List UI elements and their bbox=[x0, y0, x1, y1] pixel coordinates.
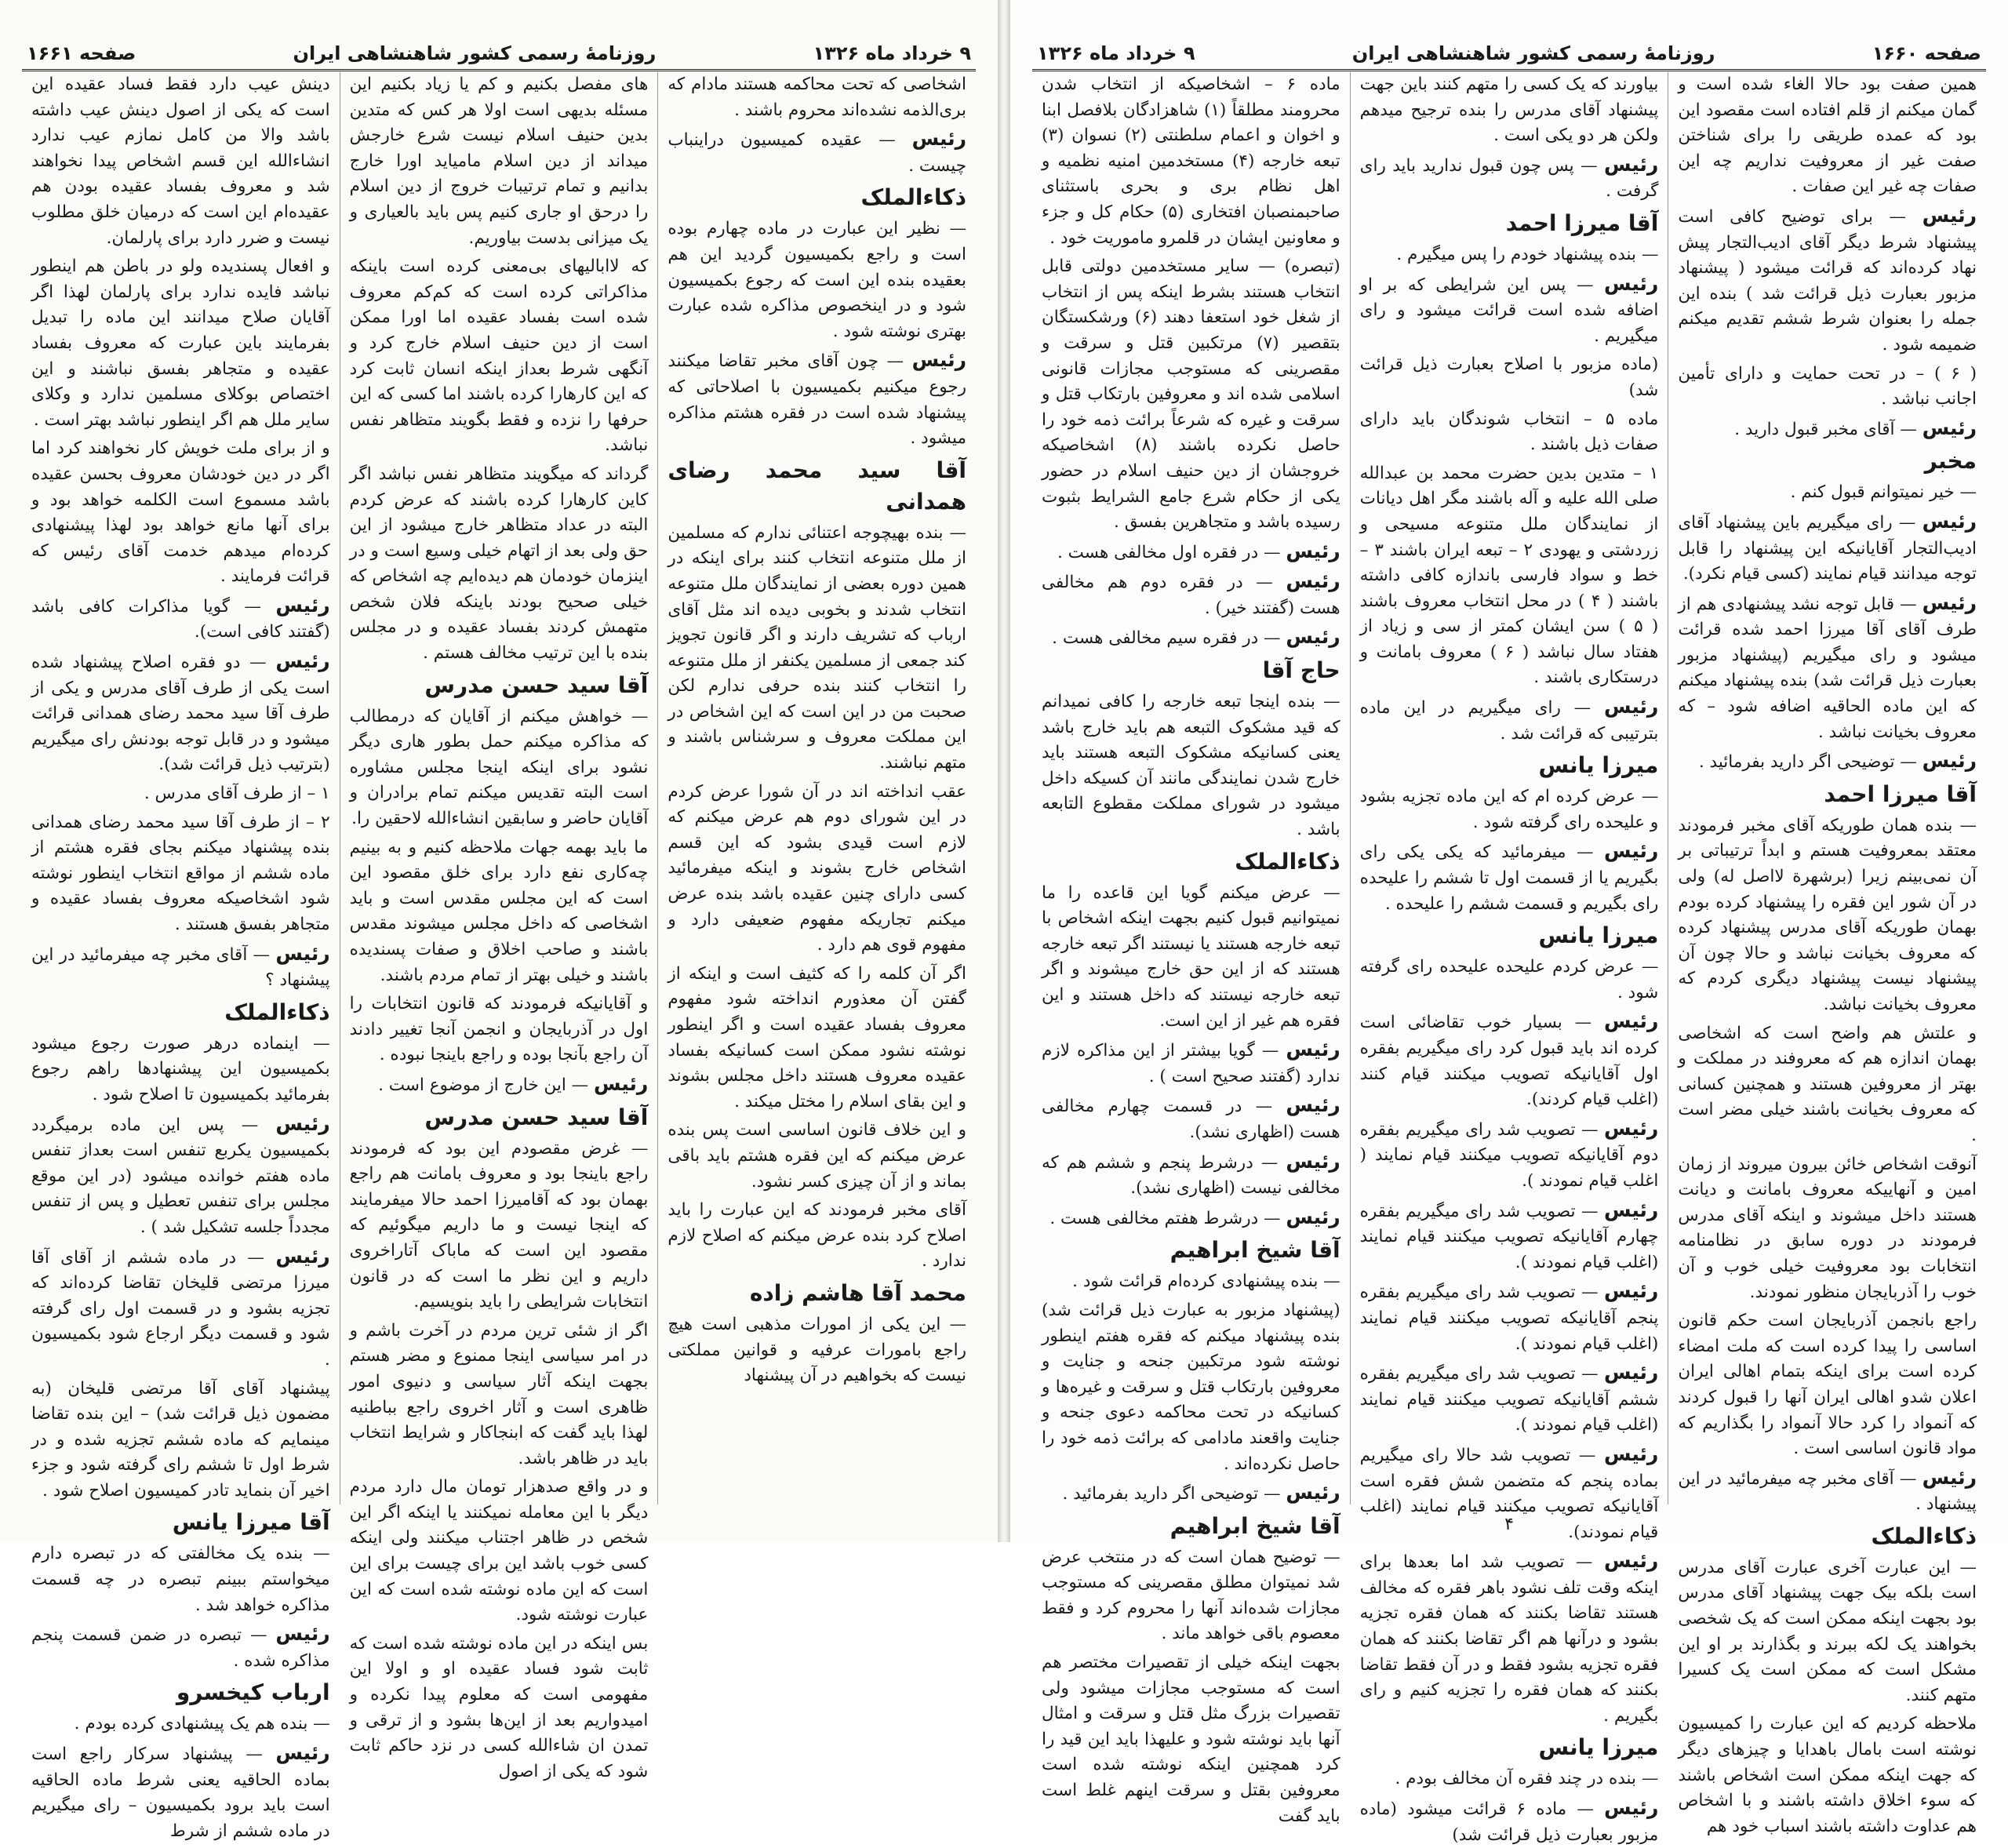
speaker-name: رئیس bbox=[911, 348, 966, 372]
speaker-paragraph bbox=[31, 1111, 330, 1241]
speaker-paragraph bbox=[668, 126, 966, 179]
text-column bbox=[22, 72, 340, 1841]
speaker-name: رئیس bbox=[275, 1244, 330, 1268]
body-paragraph: — عرض میکنم گویا این قاعده را ما نمیتوانیم قبول کنیم بجهت اینکه اشخاص با تبعه خارجه هستند یا نیستند اگر تبعه خارجه هستند که از این حق خارج میشوند و اگر تبعه خارجه نیستند که داخل هستند و این فقره هم غیر از این است. bbox=[1041, 882, 1340, 1031]
speech-text: — پس این ماده برمیگردد بکمیسیون یکربع تنفس است بعداز تنفس ماده هفتم خوانده میشود (در این موقع مجلس برای تنفس تعطیل و پس از تنفس مجدداً جلسه تشکیل شد ) . bbox=[31, 1115, 330, 1237]
speech-text: — تصویب شد رای میگیریم بفقره ششم آقایانیکه تصویب میکنند قیام نمایند (اغلب قیام نمودند ). bbox=[1359, 1364, 1659, 1435]
speaker-name: رئیس bbox=[1604, 1549, 1659, 1573]
left-page-date: ۹ خرداد ماه ۱۳۲۶ bbox=[813, 42, 971, 64]
body-paragraph: — بنده هم یک پیشنهادی کرده بودم . bbox=[74, 1714, 330, 1734]
speaker-name: رئیس bbox=[1604, 1796, 1659, 1820]
text-column bbox=[1668, 72, 1986, 1836]
speech-text: — پس این شرایطی که بر او اضافه شده است قرائت میشود و رای میگیریم . bbox=[1359, 275, 1659, 346]
speaker-name: رئیس bbox=[1604, 839, 1659, 863]
speaker-name: رئیس bbox=[275, 1622, 330, 1646]
body-paragraph: (پیشنهاد مزبور به عبارت ذیل قرائت شد) بنده پیشنهاد میکنم که فقره هفتم اینطور نوشته شود مرتکبین جنحه و جنایت و معروفین بارتکاب قتل و سرقت و غیره‌ها و کسانیکه در تحت محاکمه دعوی جنحه و جنایت واقعند مادامی که برائت ذمه خود را حاصل نکرده‌اند . bbox=[1041, 1300, 1340, 1474]
speaker-paragraph bbox=[31, 593, 330, 646]
speaker-paragraph bbox=[1042, 1149, 1340, 1202]
body-paragraph: — بنده همان طوریکه آقای مخبر فرمودند معتقد بمعروفیت هستم و ابداً ترتیباتی بر آن نمی‌بینم زیرا (برشهرة لااصل له) ولی در آن شور این فقره را پیشنهاد کرده بودم بهمان طوریکه آقای مدرس پیشنهاد کرده که معروف بخیانت نباشد و حالا چون آن پیشنهاد نیست پیشنهاد دیگری کردم که معروف بخیانت نباشد. bbox=[1678, 815, 1977, 1014]
speech-text: — بسیار خوب تقاضائی است کرده اند باید قبول کرد رای میگیریم بفقره اول آقایانیکه تصویب میکنند قیام کنند (اغلب قیام کردند). bbox=[1359, 1013, 1659, 1110]
speaker-paragraph bbox=[1360, 694, 1659, 747]
speaker-name: رئیس bbox=[1604, 695, 1659, 718]
speaker-paragraph bbox=[31, 941, 330, 994]
speaker-heading: محمد آقا هاشم زاده bbox=[749, 1279, 966, 1306]
body-paragraph: — بنده بهیچوجه اعتنائی ندارم که مسلمین از ملل متنوعه انتخاب کنند برای اینکه در همین دوره بعضی از نمایندگان ملل متنوعه انتخاب شدند و بخوبی دیده اند مثل آقای ارباب که تشریف دارند و اگر قانون تجویز کند جمعی از مسلمین یکنفر از ملل متنوعه را انتخاب کنند بنده حرفی ندارم لکن صحبت من در این است که این اشخاص در این مملکت معروف و سرشناس باشند و متهم نباشند. bbox=[668, 522, 966, 773]
speaker-name: رئیس bbox=[1286, 1205, 1340, 1228]
speaker-paragraph bbox=[1042, 1205, 1340, 1232]
speaker-heading: حاج آقا bbox=[1262, 657, 1340, 684]
speaker-heading: ذکاءالملک bbox=[860, 184, 966, 211]
speaker-heading: آقا شیخ ابراهیم bbox=[1170, 1237, 1340, 1264]
speaker-name: رئیس bbox=[275, 1741, 330, 1765]
speech-text: — توضیحی اگر دارید بفرمائید . bbox=[1698, 752, 1917, 773]
right-page bbox=[1010, 0, 2008, 1845]
speaker-heading: میرزا یانس bbox=[1538, 1734, 1659, 1761]
speaker-name: رئیس bbox=[1604, 1442, 1659, 1465]
speech-text: — این خارج از موضوع است . bbox=[378, 1075, 589, 1095]
speaker-heading: آقا سید محمد رضای همدانی bbox=[668, 457, 966, 515]
speaker-paragraph bbox=[1042, 1480, 1340, 1508]
speaker-paragraph bbox=[350, 1071, 649, 1099]
speaker-name: رئیس bbox=[1604, 1009, 1659, 1033]
speaker-heading: آقا سید حسن مدرس bbox=[424, 671, 649, 698]
speaker-name: رئیس bbox=[1604, 1361, 1659, 1384]
speaker-name: رئیس bbox=[275, 593, 330, 617]
speech-text: — تصویب شد اما بعدها برای اینکه وقت تلف نشود باهر فقره که مخالف هستند تقاضا بکنند که همان فقره تجزیه بشود و درآنها هم اگر تقاضا بکنند که همان فقره تجزیه بشود فقط و در آن فقط تقاضا بکنند که همان فقره را تجزیه کنیم و رای بگیریم . bbox=[1359, 1552, 1659, 1726]
speaker-paragraph bbox=[1360, 1548, 1659, 1729]
speech-text: — آقای مخبر چه میفرمائید در این پیشنهاد ؟ bbox=[31, 944, 330, 991]
speaker-paragraph bbox=[1678, 1465, 1977, 1518]
body-paragraph: — بنده اینجا تبعه خارجه را کافی نمیدانم که قید مشکوک التبعه هم باید خارج باشد یعنی کسانیکه مشکوک التبعه هستند باید خارج شدن نمایندگی مانند آن کسیکه داخل میشود در شورای مملکت مقطوع التابعه باشد . bbox=[1041, 692, 1340, 840]
speaker-name: رئیس bbox=[1922, 509, 1977, 533]
right-page-publication: روزنامهٔ رسمی کشور شاهنشاهی ایران bbox=[1351, 42, 1715, 64]
left-page-columns bbox=[22, 72, 976, 1841]
speaker-paragraph bbox=[668, 347, 966, 451]
body-paragraph: (ماده مزبور با اصلاح بعبارت ذیل قرائت شد) bbox=[1359, 355, 1659, 400]
speaker-name: رئیس bbox=[1286, 1093, 1340, 1117]
speaker-name: رئیس bbox=[1922, 591, 1977, 614]
speaker-name: رئیس bbox=[1286, 539, 1340, 562]
speech-text: — در فقره اول مخالفی هست . bbox=[1057, 542, 1281, 562]
body-paragraph: بیاورند که یک کسی را متهم کنند باین جهت پیشنهاد آقای مدرس را بنده ترجیح میدهم ولکن هر دو یکی است . bbox=[1359, 75, 1659, 146]
speech-text: — برای توضیح کافی است پیشنهاد شرط دیگر آقای ادیب‌التجار پیش نهاد کرده‌اند که قرائت میشود ( پیشنهاد مزبور بعبارت ذیل قرائت شد ) بنده این جمله را بعنوان شرط ششم تقدیم میکنم ضمیمه شود . bbox=[1678, 206, 1977, 355]
speaker-heading: ارباب کیخسرو bbox=[176, 1679, 330, 1706]
speaker-heading: آقا سید حسن مدرس bbox=[424, 1104, 649, 1130]
body-paragraph: — غرض مقصودم این بود که فرمودند راجع باینجا بود و معروف بامانت هم راجع بهمان بود که آقامیرزا احمد حالا میفرمایند که اینجا نیست و ما داریم میگوئیم که مقصود این است که ماباک آتاراخروی داریم و این نظر ما است که در قانون انتخابات شرایطی را باید بنویسیم. bbox=[349, 1138, 649, 1312]
body-paragraph: آقای مخبر فرمودند که این عبارت را باید اصلاح کرد بنده عرض میکنم که اصلاح لازم ندارد . bbox=[668, 1200, 966, 1271]
speech-text: — گویا بیشتر از این مذاکره لازم ندارد (گفتند صحیح است ) . bbox=[1041, 1041, 1340, 1086]
body-paragraph: ( ۶ ) – در تحت حمایت و دارای تأمین اجانب نباشد . bbox=[1678, 363, 1977, 409]
page-gutter bbox=[998, 0, 1010, 1542]
speaker-heading: آقا میرزا احمد bbox=[1824, 780, 1977, 807]
speech-text: — قابل توجه نشد پیشنهادی هم از طرف آقای آقا میرزا احمد شده قرائت میشود و رای میگیریم (پیشنهاد مزبور بعبارت ذیل قرائت شد) بنده پیشنهاد میکنم که این ماده الحاقیه اضافه شود – که معروف بخیانت نباشد . bbox=[1678, 594, 1977, 742]
speaker-paragraph bbox=[31, 1244, 330, 1373]
speaker-name: رئیس bbox=[1286, 1481, 1340, 1504]
body-paragraph: (تبصره) — سایر مستخدمین دولتی قابل انتخاب هستند بشرط اینکه پس از انتخاب از شغل خود استعفا دهند (۶) ورشکستگان بتقصیر (۷) مرتکبین قتل و سرقت و مقصرینی که مستوجب مجازات قانونی اسلامی شده اند و معروفین بارتکاب قتل و سرقت و غیره که شرعاً برائت ذمه خود را حاصل نکرده باشند (۸) اشخاصیکه خروجشان از دین حنیف اسلام در حضور یکی از حکام شرع جامع الشرایط بثبوت رسیده باشد و متجاهرین بفسق . bbox=[1041, 256, 1340, 533]
speech-text: — تصویب شد رای میگیریم بفقره پنجم آقایانیکه تصویب میکنند قیام نمایند (اغلب قیام نمودند ). bbox=[1359, 1282, 1659, 1354]
speaker-paragraph bbox=[1678, 509, 1977, 588]
body-paragraph: ۱ – متدین بدین حضرت محمد بن عبدالله صلی الله علیه و آله باشند مگر اهل دیانات از نمایندگان ملل متنوعه مسیحی و زردشتی و یهودی ۲ – تبعه ایران باشند ۳ – خط و سواد فارسی باندازه کافی داشته باشند ( ۴ ) در محل انتخاب معروف باشند ( ۵ ) سن ایشان کمتر از سی و زیاد از هفتاد سال نباشد ( ۶ ) معروف بامانت و درستکاری باشند . bbox=[1359, 463, 1659, 688]
body-paragraph: و علتش هم واضح است که اشخاصی بهمان اندازه هم که معروفند در مملکت و بهتر از معروفین هستند و همچنین کسانی که معروف بخیانت باشند خیلی مضر است . bbox=[1678, 1023, 1977, 1145]
speech-text: — آقای مخبر قبول دارید . bbox=[1734, 419, 1917, 439]
speaker-paragraph bbox=[31, 1741, 330, 1844]
speaker-name: رئیس bbox=[1286, 625, 1340, 649]
body-paragraph: — بنده پیشنهاد خودم را پس میگیرم . bbox=[1396, 244, 1659, 264]
body-paragraph: ملاحظه کردیم که این عبارت را کمیسیون نوشته است بامال باهدایا و چیزهای دیگر که جهت اینکه ممکن است اشخاص باشند که سوء اخلاق داشته باشند و با اشخاص هم عداوت داشته باشند اسباب خود هم bbox=[1678, 1714, 1977, 1836]
body-paragraph: آنوقت اشخاص خائن بیرون میروند از زمان امین و آنهاییکه معروف بامانت و دیانت هستند داخل میشوند و اینکه آقای مدرس فرمودند در دوره سابق در نظامنامه انتخابات بود معروفیت خیلی خوب و آن خوب را آذربایجان منظور نمودند. bbox=[1678, 1154, 1977, 1302]
speaker-paragraph bbox=[1042, 624, 1340, 652]
body-paragraph: پیشنهاد آقای آقا مرتضی قلیخان (به مضمون ذیل قرائت شد) – این بنده تقاضا مینمایم که ماده ششم تجزیه شده و در شرط اول تا ششم رای گرفته شود و جزء اخیر آن بنماید تادر کمیسیون اصلاح شود . bbox=[31, 1378, 330, 1501]
speaker-paragraph bbox=[1042, 539, 1340, 566]
speaker-heading: آقا میرزا احمد bbox=[1505, 209, 1659, 236]
speaker-paragraph bbox=[1360, 1279, 1659, 1357]
speaker-heading: ذکاءالملک bbox=[1235, 848, 1340, 875]
body-paragraph: های مفصل بکنیم و کم یا زیاد بکنیم این مسئله بدیهی است اولا هر کس که متدین بدین حنیف اسلام نیست شرع خارجش میداند از دین اسلام مامیاید اورا خارج بدانیم و تمام ترتیبات خروج از دین اسلام را درحق او جاری کنیم پس باید بالعیاری و یک میزانی بدست بیاوریم. bbox=[349, 75, 649, 248]
speech-text: — تصویب شد رای میگیریم بفقره چهارم آقایانیکه تصویب میکنند قیام نمایند (اغلب قیام نمودند ). bbox=[1359, 1201, 1659, 1272]
speaker-paragraph bbox=[1678, 591, 1977, 746]
right-page-columns bbox=[1032, 72, 1986, 1845]
speaker-paragraph bbox=[31, 1621, 330, 1674]
speech-text: — درشرط پنجم و ششم هم که مخالفی نیست (اظهاری نشد). bbox=[1041, 1152, 1340, 1199]
speech-text: — چون آقای مخبر تقاضا میکنند رجوع میکنیم بکمیسیون با اصلاحاتی که پیشنهاد شده است در فقره هشتم مذاکره میشود . bbox=[668, 351, 966, 449]
body-paragraph: اگر از شئی ترین مردم در آخرت باشم و در امر سیاسی اینجا ممنوع و مضر هستم بجهت اینکه آثار سیاسی و دنیوی امور ظاهری است و آثار اخروی راجع بباطنیه لهذا باید گفت که ابنجاکار و شرایط انتخاب باید در ظاهر باشد. bbox=[349, 1320, 649, 1468]
text-column bbox=[657, 72, 976, 1504]
speaker-name: رئیس bbox=[1286, 569, 1340, 593]
body-paragraph: و از برای ملت خویش کار نخواهند کرد اما اگر در دین خودشان معروف بحسن عقیده باشد مسموع است الکلمه خواهد بود و برای آنها مانع خواهد بود لهذا پیشنهادی کرده‌ام میدهم خدمت آقای رئیس که قرائت فرمایند . bbox=[31, 438, 330, 587]
speaker-paragraph bbox=[1360, 271, 1659, 350]
left-page-number: صفحه ۱۶۶۱ bbox=[27, 42, 136, 64]
body-paragraph: ۲ – از طرف آقا سید محمد رضای همدانی بنده پیشنهاد میکنم بجای فقره هشتم از ماده ششم از مواقع انتخاب اینطور نوشته شود اشخاصیکه معروف بفساد عقیده و متجاهر بفسق هستند . bbox=[31, 812, 330, 934]
speaker-name: رئیس bbox=[1922, 203, 1977, 227]
body-paragraph: همین صفت بود حالا الغاء شده است و گمان میکنم از قلم افتاده است مقصود این بود که عمده طریقی را برای شناختن صفت غیر از معروفیت نداریم چه این صفات چه غیر این صفات . bbox=[1678, 75, 1977, 197]
body-paragraph: ۱ – از طرف آقای مدرس . bbox=[144, 784, 330, 804]
speech-text: — پس چون قبول ندارید باید رای گرفت . bbox=[1359, 155, 1659, 202]
body-paragraph: و آقایانیکه فرمودند که قانون انتخابات را اول در آذربایجان و انجمن آنجا تغییر دادند آن راجع بآنجا بوده و راجع باینجا نبوده . bbox=[349, 994, 649, 1065]
body-paragraph: و افعال پسندیده ولو در باطن هم اینطور نباشد فایده ندارد برای پارلمان لهذا اگر آقایان صلاح میدانند این ماده را تبدیل بفرمایند باین عبارت که معروف بفساد عقیده و متجاهر بفسق نباشند و این اختصاص بوکلای مسلمین ندارد و وکلای سایر ملل هم اگر اینطور نباشد بهتر است . bbox=[31, 256, 330, 430]
speaker-paragraph bbox=[1360, 1795, 1659, 1848]
body-paragraph: بجهت اینکه خیلی از تقصیرات مختصر هم است که مستوجب مجازات میشود ولی تقصیرات بزرگ مثل قتل و سرقت و امثال آنها باید نوشته شود و علیهذا باید این قید را کرد همچنین اینکه نوشته شده است معروفین بقتل و سرقت اینهم غلط است باید گفت bbox=[1041, 1653, 1340, 1826]
speech-text: — در قسمت چهارم مخالفی هست (اظهاری نشد). bbox=[1041, 1097, 1340, 1142]
speech-text: — پیشنهاد سرکار راجع است بماده الحاقیه یعنی شرط ماده الحاقیه است باید برود بکمیسیون – رای میگیریم در ماده ششم از شرط bbox=[31, 1744, 330, 1841]
text-column bbox=[1032, 72, 1350, 1826]
speaker-name: رئیس bbox=[1604, 1116, 1659, 1140]
speaker-paragraph bbox=[1042, 1037, 1340, 1090]
speech-text: — در فقره دوم هم مخالفی هست (گفتند خیر) . bbox=[1041, 573, 1340, 618]
page-folio: ۴ bbox=[1504, 1515, 1514, 1534]
speaker-name: رئیس bbox=[1922, 416, 1977, 439]
speaker-paragraph bbox=[1360, 152, 1659, 205]
speaker-heading: ذکاءالملک bbox=[224, 999, 330, 1025]
speaker-paragraph bbox=[1678, 416, 1977, 443]
speaker-heading: میرزا یانس bbox=[1538, 922, 1659, 949]
speech-text: — تصویب شد رای میگیریم بفقره دوم آقایانیکه تصویب میکنند قیام نمایند ( اغلب قیام نمودند ). bbox=[1359, 1119, 1659, 1191]
speaker-heading: ذکاءالملک bbox=[1871, 1522, 1977, 1549]
speech-text: — گویا مذاکرات کافی باشد (گفتند کافی است). bbox=[31, 596, 330, 642]
speech-text: — ماده ۶ قرائت میشود (ماده مزبور بعبارت ذیل قرائت شد) bbox=[1359, 1799, 1659, 1845]
right-page-number: صفحه ۱۶۶۰ bbox=[1872, 42, 1981, 64]
body-paragraph: — خواهش میکنم از آقایان که درمطالب که مذاکره میکنم حمل بطور هاری دیگر نشود برای اینکه اینجا مجلس مشاوره است البته تقدیس میکنم تمام برادران و آقایان حاضر و سابقین انشاءالله لاحقین را. bbox=[349, 706, 649, 829]
body-paragraph: — خیر نمیتوانم قبول کنم . bbox=[1790, 482, 1977, 503]
body-paragraph: بس اینکه در این ماده نوشته شده است که ثابت شود فساد عقیده او و اولا این مفهومی است که معلوم پیدا نکرده و امیدواریم بعد از این‌ها بشود و از ترقی و تمدن ان شاءالله کسی در نزد حاکم ثابت شود که یکی از اصول bbox=[349, 1633, 649, 1781]
speaker-heading: میرزا یانس bbox=[1538, 752, 1659, 779]
speaker-name: رئیس bbox=[275, 941, 330, 965]
speaker-name: رئیس bbox=[1604, 271, 1659, 295]
text-column bbox=[1350, 72, 1668, 1845]
body-paragraph: دینش عیب دارد فقط فساد عقیده این است که یکی از اصول دینش عیب داشته باشد والا من کامل نمازم عیب ندارد انشاءالله این قسم اشخاص پیدا نخواهند شد و معروف بفساد عقیده بودن هم عقیده‌ام این است که درمیان خلق مطلوب نیست و ضرر دارد برای پارلمان. bbox=[31, 75, 330, 248]
body-paragraph: راجع بانجمن آذربایجان است حکم قانون اساسی را پیدا کرده است که ملت امضاء کرده است برای اینکه بتمام اهالی ایران اعلان شدو اهالی ایران آنها را قبول کردند که آنمواد را کرد حالا آنمواد را بگذاریم که مواد قانون اساسی است . bbox=[1678, 1311, 1977, 1459]
body-paragraph: — عرض کرده ام که این ماده تجزیه بشود و علیحده رای گرفته شود . bbox=[1359, 787, 1659, 832]
body-paragraph: و این خلاف قانون اساسی است پس بنده عرض میکنم که این فقره هشتم باید باقی بماند و از آن چیزی کسر نشود. bbox=[668, 1120, 966, 1191]
speaker-name: رئیس bbox=[275, 649, 330, 673]
speech-text: — تبصره در ضمن قسمت پنجم مذاکره شده . bbox=[31, 1625, 330, 1671]
speech-text: — رای میگیریم باین پیشنهاد آقای ادیب‌التجار آقایانیکه این پیشنهاد را قابل توجه میدانند قیام نمایند (کسی قیام نکرد). bbox=[1678, 512, 1977, 584]
speech-text: — در فقره سیم مخالفی هست . bbox=[1052, 628, 1281, 649]
speech-text: — میفرمائید که یکی یکی رای بگیریم یا از قسمت اول تا ششم را علیحده رای بگیریم و قسمت ششم را علیحده . bbox=[1359, 842, 1659, 914]
speaker-name: رئیس bbox=[911, 127, 966, 151]
body-paragraph: — بنده پیشنهادی کرده‌ام قرائت شود . bbox=[1072, 1271, 1340, 1292]
speaker-name: رئیس bbox=[594, 1071, 649, 1095]
body-paragraph: و در واقع صدهزار تومان مال دارد مردم دیگر با این معامله نمیکنند یا اینکه اگر این شخص در ظاهر اجتناب میکنند ولی اینکه کسی خوب باشد این برای چیست برای این است که این ماده نوشته شده است که این عبارت نوشته شود. bbox=[349, 1477, 649, 1625]
speaker-paragraph bbox=[1360, 839, 1659, 917]
body-paragraph: ماده ۶ – اشخاصیکه از انتخاب شدن محرومند مطلقاً (۱) شاهزادگان بلافصل ابنا و اخوان و اعمام سلطنتی (۲) نسوان (۳) تبعه خارجه (۴) مستخدمین امنیه نظمیه و اهل نظام بری و بحری باستثنای صاحبمنصبان افتخاری (۵) حکام کل و جزء و معاونین ایشان در قلمرو ماموریت خود . bbox=[1041, 75, 1340, 248]
speaker-heading: آقا میرزا یانس bbox=[172, 1509, 330, 1536]
speaker-name: رئیس bbox=[1922, 749, 1977, 773]
speaker-heading: آقا شیخ ابراهیم bbox=[1170, 1512, 1340, 1539]
speaker-paragraph bbox=[1360, 1116, 1659, 1195]
speaker-name: رئیس bbox=[1604, 152, 1659, 176]
speaker-paragraph bbox=[1678, 748, 1977, 776]
speaker-name: رئیس bbox=[1286, 1149, 1340, 1173]
left-page-publication: روزنامهٔ رسمی کشور شاهنشاهی ایران bbox=[293, 42, 657, 64]
body-paragraph: عقب انداخته اند در آن شورا عرض کردم در این شورای دوم هم عرض میکنم که لازم است قیدی بشود که این قسم اشخاص خارج بشوند و اینکه میفرمائید کسی دارای چنین عقیده باشد بنده عرض میکنم تجاریکه مفهوم ضعیفی دارد و مفهوم قوی هم دارد . bbox=[668, 781, 966, 955]
speech-text: — رای میگیریم در این ماده بترتیبی که قرائت شد . bbox=[1359, 698, 1659, 744]
body-paragraph: اشخاصی که تحت محاکمه هستند مادام که بری‌الذمه نشده‌اند محروم باشند . bbox=[668, 75, 966, 120]
speaker-name: رئیس bbox=[275, 1111, 330, 1135]
body-paragraph: — این عبارت آخری عبارت آقای مدرس است بلکه بیک جهت پیشنهاد آقای مدرس بود بجهت اینکه ممکن است که یک شخصی بخواهند یک لکه ببرند و بگذارند بر او این مشکل است که ممکن است یک کسیرا متهم کنند. bbox=[1678, 1557, 1977, 1705]
body-paragraph: — بنده در چند فقره آن مخالف بودم . bbox=[1395, 1769, 1659, 1789]
text-column bbox=[340, 72, 658, 1781]
speaker-paragraph bbox=[1042, 1093, 1340, 1145]
right-page-header bbox=[1032, 27, 1986, 71]
body-paragraph: — این یکی از امورات مذهبی است هیچ راجع بامورات عرفیه و قوانین مملکتی نیست که بخواهیم در آن پیشنهاد bbox=[668, 1314, 966, 1386]
speech-text: — درشرط هفتم مخالفی هست . bbox=[1049, 1208, 1281, 1228]
body-paragraph: — توضیح همان است که در منتخب عرض شد نمیتوان مطلق مقصرینی که مستوجب مجازات شده‌اند آنها را محروم کرد و فقط معصوم باقی خواهد ماند . bbox=[1041, 1547, 1340, 1644]
speech-text: — عقیده کمیسیون دراینباب چیست . bbox=[668, 130, 966, 176]
speaker-name: رئیس bbox=[1286, 1038, 1340, 1061]
body-paragraph: ما باید بهمه جهات ملاحظه کنیم و به بینیم چه‌کاری نفع دارد برای خلق مقصود این است که این مجلس مقدس است و باید اشخاصی که داخل مجلس میشوند مقدس باشند و صاحب اخلاق و صفات پسندیده باشند و خیلی بهتر از تمام مردم باشند. bbox=[349, 837, 649, 985]
speech-text: — تصویب شد حالا رای میگیریم بماده پنجم که متضمن شش فقره است آقایانیکه تصویب میکنند قیام نمایند (اغلب قیام نمودند). bbox=[1359, 1445, 1659, 1542]
right-page-date: ۹ خرداد ماه ۱۳۲۶ bbox=[1037, 42, 1195, 64]
speaker-name: رئیس bbox=[1604, 1198, 1659, 1221]
body-paragraph: اگر آن کلمه را که کثیف است و اینکه از گفتن آن معذورم انداخته شود مفهوم معروف بفساد عقیده است و اگر اینطور نوشته نشود ممکن است کسانیکه بفساد عقیده معروف هستند داخل مجلس بشوند و این بقای اسلام را مختل میکند . bbox=[668, 963, 966, 1111]
speaker-paragraph bbox=[1360, 1009, 1659, 1112]
speaker-paragraph bbox=[1678, 203, 1977, 358]
speaker-name: رئیس bbox=[1604, 1279, 1659, 1303]
body-paragraph: — بنده یک مخالفتی که در تبصره دارم میخواستم ببینم تبصره در چه قسمت مذاکره خواهد شد . bbox=[31, 1544, 330, 1615]
body-paragraph: — نظیر این عبارت در ماده چهارم بوده است و راجع بکمیسیون گردید این هم بعقیده بنده این است که رجوع بکمیسیون شود و در اینخصوص مذاکره شده عبارت بهتری نوشته شود . bbox=[668, 219, 966, 341]
body-paragraph: — عرض کردم علیحده علیحده رای گرفته شود . bbox=[1359, 957, 1659, 1002]
speaker-paragraph bbox=[31, 649, 330, 778]
speaker-paragraph bbox=[1042, 569, 1340, 621]
body-paragraph: ماده ۵ – انتخاب شوندگان باید دارای صفات ذیل باشند . bbox=[1359, 409, 1659, 455]
speech-text: — دو فقره اصلاح پیشنهاد شده است یکی از طرف آقای مدرس و یکی از طرف آقا سید محمد رضای همدانی قرائت میشود و در قابل توجه بودنش رای میگیریم (بترتیب ذیل قرائت شد). bbox=[31, 653, 330, 775]
speech-text: — توضیحی اگر دارید بفرمائید . bbox=[1062, 1484, 1281, 1504]
speaker-paragraph bbox=[1360, 1360, 1659, 1439]
speaker-name: رئیس bbox=[1922, 1465, 1977, 1489]
body-paragraph: که لاابالیهای بی‌معنی کرده است باینکه مذاکراتی کرده است که کم‌کم معروف شده است بفساد عقیده اما اورا ممکن است از دین حنیف اسلام خارج کرد و آنگهی شرط بعداز اینکه انسان ثابت کرد که این کارهارا کرده باشند اما کسی که این حرفها را نزده و فقط بگویند متظاهر نفس نباشد. bbox=[349, 256, 649, 456]
speaker-paragraph bbox=[1360, 1198, 1659, 1276]
body-paragraph: گرداند که میگویند متظاهر نفس نباشد اگر کاین کارهارا کرده باشند که عرض کردم البته در عداد متظاهر خارج میشود از این حق ولی بعد از اتهام خیلی وسیع است و در اینزمان خودمان هم دیده‌ایم چه اشخاص که خیلی صحیح بودند باینکه فلان شخص متهمش کردند بفساد عقیده و در مجلس بنده با این ترتیب مخالف هستم . bbox=[349, 464, 649, 664]
speech-text: — در ماده ششم از آقای آقا میرزا مرتضی قلیخان تقاضا کرده‌اند که تجزیه بشود و در قسمت اول رای گرفته شود و قسمت دیگر ارجاع شود بکمیسیون . bbox=[31, 1247, 330, 1370]
left-page-header bbox=[22, 27, 976, 71]
body-paragraph: — اینماده درهر صورت رجوع میشود بکمیسیون این پیشنهادها راهم رجوع بفرمائید بکمیسیون تا اصلاح شود . bbox=[31, 1033, 330, 1104]
speaker-heading: مخبر bbox=[1924, 448, 1977, 475]
speech-text: — آقای مخبر چه میفرمائید در این پیشنهاد . bbox=[1678, 1468, 1977, 1515]
left-page bbox=[0, 0, 998, 1841]
